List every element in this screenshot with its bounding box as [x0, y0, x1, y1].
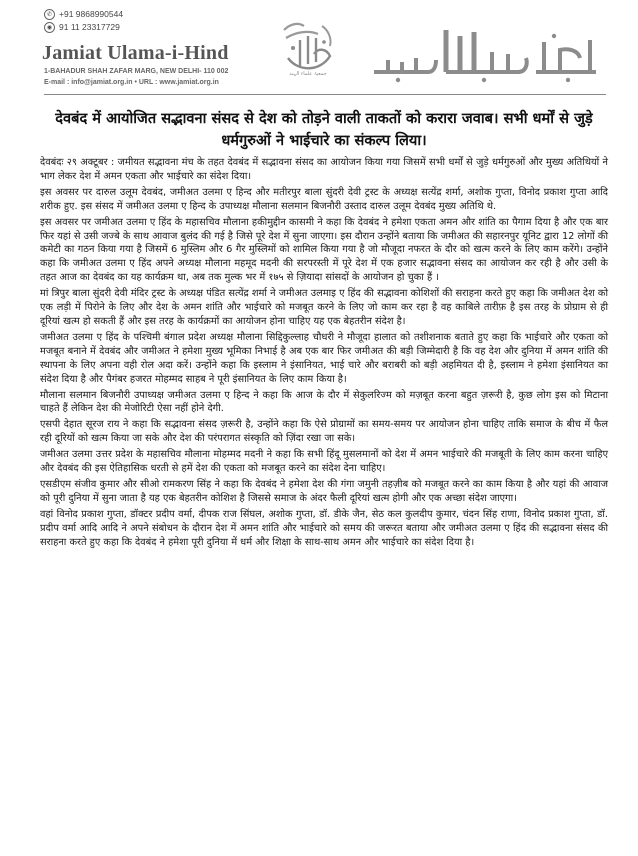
article-paragraph: एसडीएम संजीव कुमार और सीओ रामकरण सिंह ने कहा कि देवबंद ने हमेशा देश की गंगा जमुनी तहज़ीब को मजबूत करने का काम किया है और यहां की आवाज को पूरी दुनिया में सुना जाता है यह एक बेहतरीन कोशिश है जिससे समाज के अंदर फैली दूरियां खत्म होगी और एक अच्छा संदेश जाएगा। — [40, 478, 608, 504]
contact-block — [44, 8, 123, 34]
fax-row — [44, 21, 123, 34]
header-divider — [44, 94, 606, 95]
fax-number: 91 11 23317729 — [59, 22, 120, 32]
phone-number: +91 9868990544 — [59, 9, 124, 19]
article-paragraph: इस अवसर पर जमीअत उलमा ए हिंद के महासचिव मौलाना हकीमुद्दीन कासमी ने कहा कि देवबंद ने हमेशा एकता अमन और शांति का पैगाम दिया है और एक बार फिर यहां से उसी जज्बे के साथ आवाज बुलंद की गई है जिसे पूरे देश में सुना जाएगा। इस दौरान उन्होंने बताया कि जमीअत की सहारनपुर यूनिट द्वारा 12 लोगों की कमेटी का गठन किया गया है जिसमें 6 मुस्लिम और 6 गैर मुस्लिमों को शामिल किया गया है जो मौजूदा नफरत के दौर को खत्म करने के लिए काम करेंगे। उन्होंने कहा कि जमीअत उलमा ए हिंद अपने अध्यक्ष मौलाना महमूद मदनी की सरपरस्ती में पूरे देश में एक हजार सद्भावना संसद का आयोजन कर रही है और उसी के तहत आज का देवबंद का यह कार्यक्रम था, अब तक मुल्क भर में १७५ से ज़ियादा सांसदों के आयोजन हो चुका हैं । — [40, 216, 608, 284]
phone-icon: ✆ — [44, 9, 55, 20]
emblem-text: جمعیۃ علماء الہند — [289, 71, 327, 76]
article-paragraph: जमीअत उलमा उत्तर प्रदेश के महासचिव मौलाना मोहम्मद मदनी ने कहा कि सभी हिंदू मुसलमानों को देश में अमन भाईचारे की मजबूती के लिए काम करना चाहिए और देवबंद की इस ऐतिहासिक धरती से हमें देश की एकता को मजबूत करने का संदेश देना चाहिए। — [40, 449, 608, 475]
article-body — [40, 156, 608, 551]
article-paragraph: वहां विनोद प्रकाश गुप्ता, डॉक्टर प्रदीप वर्मा, दीपक राज सिंघल, अशोक गुप्ता, डॉ. डीके जैन, सेठ कल कुलदीप कुमार, चंदन सिंह राणा, विनोद प्रकाश गुप्ता, डॉ. प्रदीप वर्मा आदि आदि ने अपने संबोधन के दौरान देश में अमन शांति और भाईचारे को समय की जरूरत बताया और जमीअत उलमा ए हिंद की सद्भावना संसद की सराहना करते हुए कहा कि देवबंद ने हमेशा पूरी दुनिया में धर्म और शिक्षा के साथ-साथ अमन और भाईचारे का संदेश दिया है। — [40, 508, 608, 548]
article-paragraph: मौलाना सलमान बिजनौरी उपाध्यक्ष जमीअत उलमा ए हिन्द ने कहा कि आज के दौर में सेकुलरिज्म को मज़बूत करना बहुत ज़रूरी है, कुछ लोग इस को मिटाना चाहते हैं लेकिन देश की मेजोरिटी ऐसा नहीं होने देगी. — [40, 389, 608, 415]
fax-icon: ◉ — [44, 22, 55, 33]
organization-contact: E-mail : info@jamiat.org.in • URL : www.jamiat.org.in — [44, 79, 219, 86]
article-paragraph: मां त्रिपुर बाला सुंदरी देवी मंदिर ट्रस्ट के अध्यक्ष पंडित सत्येंद्र शर्मा ने जमीअत उलमाइ ए हिंद की सद्भावना कोशिशों की सराहना करते हुए कहा कि जमीअत देश को एक लड़ी में पिरोने के लिए और देश के अमन शांति और भाईचारे को मजबूत करने के लिए जो काम कर रहा है वह काबिले तारीफ़ है इस तरह के प्रोग्राम से ही दूरियां खत्म हो सकती हैं और इस तरह के कार्यक्रमों का आयोजन होना चाहिए यह एक बेहतरीन संदेश है। — [40, 288, 608, 327]
article-paragraph: एसपी देहात सूरज राय ने कहा कि सद्भावना संसद ज़रूरी है, उन्होंने कहा कि ऐसे प्रोग्रामों का समय-समय पर आयोजन होना चाहिए ताकि समाज के बीच में फैल रही दूरियों को खत्म किया जा सके और देश की परंपरागत संस्कृति को ज़िंदा रखा जा सके। — [40, 419, 608, 445]
article-paragraph: जमीअत उलमा ए हिंद के पश्चिमी बंगाल प्रदेश अध्यक्ष मौलाना सिद्दिकुल्लाह चौधरी ने मौजूदा हालात को तशीशनाक बताते हुए कहा कि भाईचारे और एकता को मजबूत बनाने में देवबंद और जमीअत ने हमेशा मुख्य भूमिका निभाई है अब एक बार फिर जमीअत की बड़ी जिम्मेदारी है कि वह देश और दुनिया में अमन शांति की स्थापना के लिए अपना वही रोल अदा करें। उन्होंने कहा कि इस्लाम ने इंसानियत, भाई चारे और बराबरी को बड़ी अहमियत दी है, इस्लाम ने हमेशा इंसानियत का संदेश दिया है और पैगंबर हजरत मोहम्मद साहब ने पूरी इंसानियत के लिए काम किया है। — [40, 331, 608, 385]
phone-row — [44, 8, 123, 21]
organization-address: 1-BAHADUR SHAH ZAFAR MARG, NEW DELHI- 110 002 — [44, 68, 229, 75]
article-paragraph: देवबंदः २९ अक्टूबर : जमीयत सद्भावना मंच के तहत देवबंद में सद्भावना संसद का आयोजन किया गया जिसमें सभी धर्मों से जुड़े धर्मगुरुओं और मुख्य अतिथियों ने भाग लेकर देश में अमन एकता और भाईचारे का संदेश दिया। — [40, 157, 608, 182]
organization-name: Jamiat Ulama-i-Hind — [42, 42, 229, 64]
calligraphy-emblem-logo — [278, 18, 338, 76]
article-paragraph: इस अवसर पर दारुल उलूम देवबंद, जमीअत उलमा ए हिन्द और मतीरपुर बाला सुंदरी देवी ट्रस्ट के अध्यक्ष सत्येंद्र शर्मा, अशोक गुप्ता, विनोद प्रकाश गुप्ता आदि शरीक हुए. इस संसद में जमीअत उलमा ए हिन्द के उपाध्यक्ष मौलाना सलमान बिजनौरी उस्ताद दारुल उलूम देवबंद मुख्य अतिथि थे. — [40, 186, 608, 212]
urdu-logotype — [368, 22, 603, 84]
article-headline: देवबंद में आयोजित सद्भावना संसद से देश को तोड़ने वाली ताकतों को करारा जवाब। सभी धर्मों से जुड़े धर्मगुरुओं ने भाईचारे का संकल्प लिया। — [55, 110, 593, 149]
